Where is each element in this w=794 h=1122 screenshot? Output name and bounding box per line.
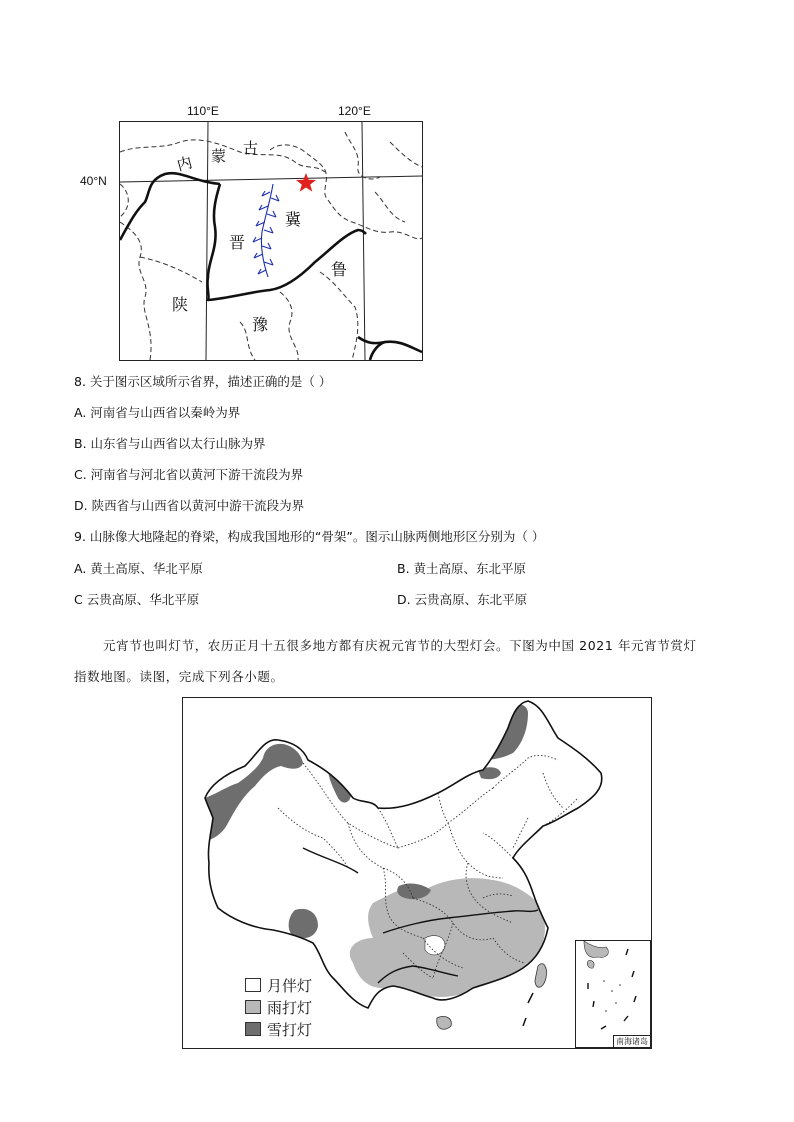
inset-label: 南海诸岛 bbox=[613, 1035, 650, 1047]
legend-item-rain bbox=[245, 996, 312, 1018]
lon-label-110: 110°E bbox=[187, 104, 219, 118]
q8-stem: 8. 关于图示区域所示省界，描述正确的是（ ） bbox=[74, 374, 332, 389]
legend-item-moon bbox=[245, 974, 312, 996]
lon-label-120: 120°E bbox=[338, 104, 371, 118]
intro-line-2: 指数地图。读图，完成下列各小题。 bbox=[74, 669, 284, 684]
q9-option-d: D. 云贵高原、东北平原 bbox=[397, 592, 528, 607]
label-henan: 豫 bbox=[252, 315, 269, 334]
label-shaanxi: 陕 bbox=[172, 295, 189, 314]
q9-option-a: A. 黄土高原、华北平原 bbox=[74, 561, 203, 576]
q9-option-b: B. 黄土高原、东北平原 bbox=[397, 561, 527, 576]
taiwan-island bbox=[535, 964, 546, 988]
q9-option-c: C 云贵高原、华北平原 bbox=[74, 592, 200, 607]
label-neimenggu-1: 内 bbox=[175, 153, 195, 175]
label-shandong: 鲁 bbox=[331, 260, 348, 279]
legend-swatch-moon bbox=[245, 978, 261, 992]
legend-label-moon: 月伴灯 bbox=[267, 976, 313, 995]
q8-option-a: A. 河南省与山西省以秦岭为界 bbox=[74, 405, 241, 420]
legend-label-rain: 雨打灯 bbox=[267, 998, 313, 1017]
legend bbox=[245, 974, 312, 1040]
q8-option-d: D. 陕西省与山西省以黄河中游干流段为界 bbox=[74, 498, 305, 513]
inset-svg bbox=[576, 941, 650, 1047]
intro-line-1: 元宵节也叫灯节，农历正月十五很多地方都有庆祝元宵节的大型灯会。下图为中国 2021 年元宵节赏灯 bbox=[103, 638, 697, 653]
legend-swatch-rain bbox=[245, 1000, 261, 1014]
north-china-map-svg bbox=[120, 122, 422, 360]
legend-swatch-snow bbox=[245, 1022, 261, 1036]
capital-star-icon bbox=[296, 173, 316, 192]
south-china-sea-inset bbox=[575, 940, 651, 1048]
lantern-index-map bbox=[182, 697, 652, 1049]
label-neimenggu-2: 蒙 bbox=[211, 147, 227, 165]
north-china-province-map bbox=[119, 121, 423, 361]
legend-item-snow bbox=[245, 1018, 312, 1040]
label-hebei: 冀 bbox=[285, 210, 302, 229]
q8-option-c: C. 河南省与河北省以黄河下游干流段为界 bbox=[74, 467, 304, 482]
taihang-mountain-icon bbox=[253, 184, 279, 277]
label-neimenggu-3: 古 bbox=[243, 139, 259, 157]
lat-label-40: 40°N bbox=[80, 174, 107, 188]
q9-stem: 9. 山脉像大地隆起的脊梁，构成我国地形的“骨架”。图示山脉两侧地形区分别为（ ） bbox=[74, 529, 545, 544]
label-shanxi: 晋 bbox=[229, 233, 246, 252]
hainan-island bbox=[437, 1016, 452, 1029]
legend-label-snow: 雪打灯 bbox=[267, 1020, 313, 1039]
q8-option-b: B. 山东省与山西省以太行山脉为界 bbox=[74, 436, 266, 451]
